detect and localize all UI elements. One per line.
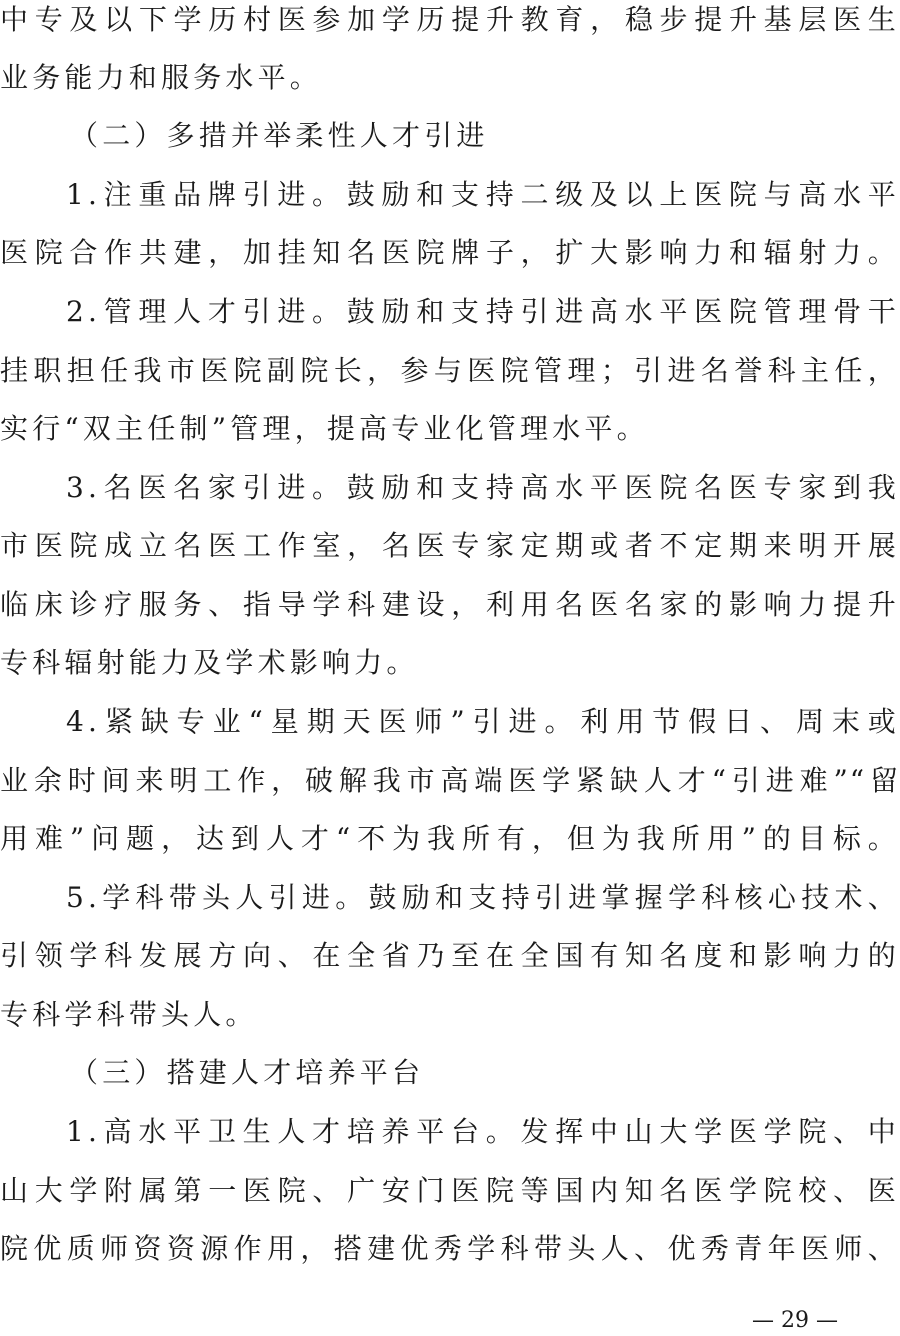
paragraph-line: 市医院成立名医工作室，名医专家定期或者不定期来明开展 [0, 529, 900, 562]
section-heading: （三）搭建人才培养平台 [70, 1056, 425, 1089]
paragraph-line: 业余时间来明工作，破解我市高端医学紧缺人才“引进难”“留 [0, 764, 900, 797]
paragraph-line: 专科辐射能力及学术影响力。 [0, 646, 419, 679]
paragraph-line: 实行“双主任制”管理，提高专业化管理水平。 [0, 412, 649, 445]
paragraph-line: 山大学附属第一医院、广安门医院等国内知名医学院校、医 [0, 1174, 900, 1207]
paragraph-line: 用难”问题，达到人才“不为我所有，但为我所用”的目标。 [0, 822, 900, 855]
paragraph-line: 引领学科发展方向、在全省乃至在全国有知名度和影响力的 [0, 939, 900, 972]
paragraph-line: 院优质师资资源作用，搭建优秀学科带头人、优秀青年医师、 [0, 1232, 900, 1265]
paragraph-line: 医院合作共建，加挂知名医院牌子，扩大影响力和辐射力。 [0, 236, 900, 269]
paragraph-line: 3.名医名家引进。鼓励和支持高水平医院名医专家到我 [66, 471, 900, 504]
paragraph-line: 挂职担任我市医院副院长，参与医院管理；引进名誉科主任， [0, 354, 900, 387]
paragraph-line: 临床诊疗服务、指导学科建设，利用名医名家的影响力提升 [0, 588, 900, 621]
paragraph-line: 1.注重品牌引进。鼓励和支持二级及以上医院与高水平 [66, 178, 900, 211]
paragraph-line: 5.学科带头人引进。鼓励和支持引进掌握学科核心技术、 [66, 881, 900, 914]
section-heading: （二）多措并举柔性人才引进 [70, 119, 489, 152]
paragraph-line: 2.管理人才引进。鼓励和支持引进高水平医院管理骨干 [66, 295, 900, 328]
page-number: — 29 — [752, 1308, 838, 1333]
paragraph-line: 中专及以下学历村医参加学历提升教育，稳步提升基层医生 [0, 3, 900, 36]
paragraph-line: 专科学科带头人。 [0, 998, 258, 1031]
paragraph-line: 1.高水平卫生人才培养平台。发挥中山大学医学院、中 [66, 1115, 900, 1148]
paragraph-line: 业务能力和服务水平。 [0, 61, 323, 94]
paragraph-line: 4.紧缺专业“星期天医师”引进。利用节假日、周末或 [66, 705, 900, 738]
